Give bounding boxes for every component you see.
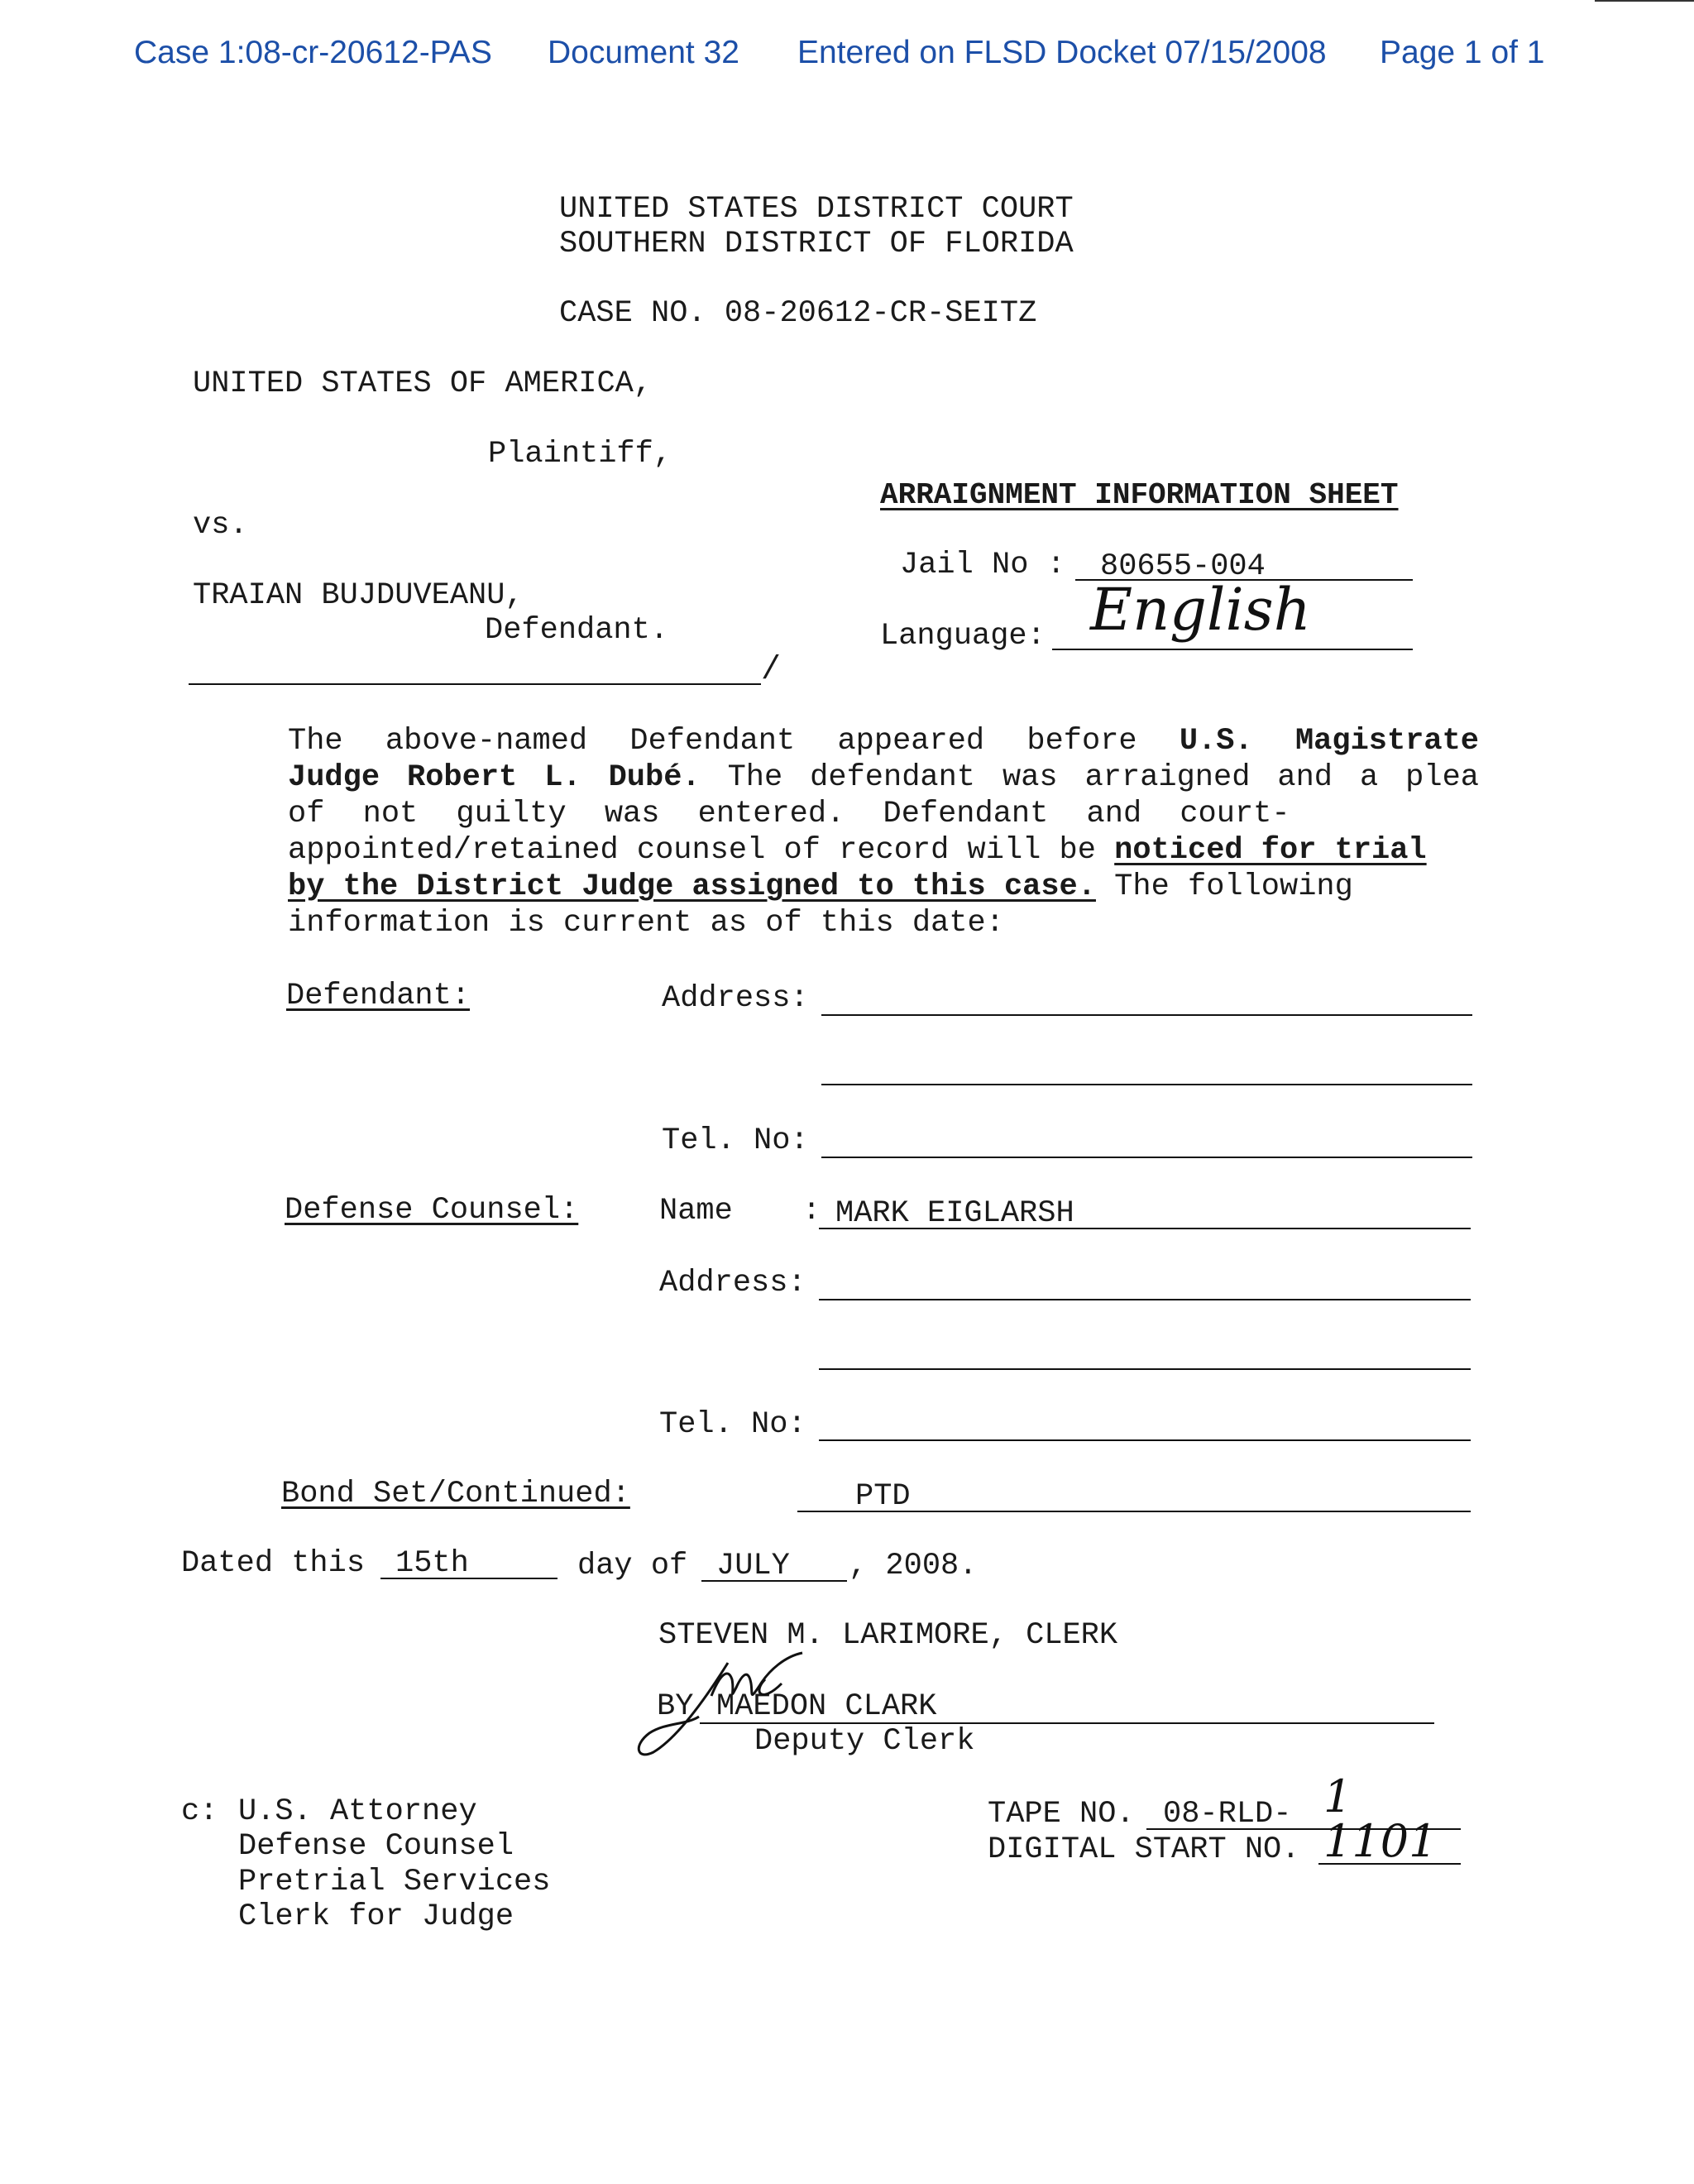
defendant-address-line-1[interactable]: [821, 1014, 1472, 1016]
dated-day-line: [380, 1578, 557, 1579]
counsel-tel-label: Tel. No:: [659, 1407, 806, 1442]
counsel-address-line-1[interactable]: [819, 1299, 1471, 1300]
header-document: Document 32: [548, 35, 739, 70]
signature-icon: [629, 1646, 844, 1762]
header-case: Case 1:08-cr-20612-PAS: [134, 35, 492, 70]
judge-name: Judge Robert L. Dubé.: [288, 760, 701, 795]
counsel-tel-line[interactable]: [819, 1439, 1471, 1441]
caption-rule: [189, 683, 761, 685]
counsel-address-line-2[interactable]: [819, 1368, 1471, 1370]
digital-label: DIGITAL START NO.: [988, 1832, 1300, 1867]
jail-label: Jail No :: [900, 548, 1065, 582]
docket-header: [0, 35, 1694, 84]
defendant-tel-label: Tel. No:: [662, 1123, 809, 1158]
cc-prefix: c:: [181, 1794, 218, 1829]
body-text: appointed/retained counsel of record will be: [288, 833, 1115, 868]
dated-prefix: Dated this: [181, 1546, 366, 1581]
caption-slash: /: [761, 652, 782, 689]
dated-year: , 2008.: [849, 1549, 978, 1583]
dated-middle: day of: [577, 1549, 688, 1583]
body-paragraph: [288, 723, 1479, 941]
jail-value: 80655-004: [1100, 549, 1266, 584]
body-line-4: [288, 832, 1479, 869]
tape-hand: 1: [1323, 1770, 1352, 1822]
language-value: English: [1090, 576, 1311, 644]
case-number: CASE NO. 08-20612-CR-SEITZ: [559, 296, 1037, 331]
body-line-3: of not guilty was entered. Defendant and court-: [288, 797, 1290, 831]
cc-item: U.S. Attorney: [238, 1794, 477, 1829]
magistrate-text: U.S. Magistrate: [1179, 724, 1479, 759]
versus: vs.: [193, 508, 248, 543]
cc-item: Clerk for Judge: [238, 1899, 514, 1934]
counsel-name-label: Name: [659, 1194, 733, 1228]
court-line-1: UNITED STATES DISTRICT COURT: [559, 192, 1074, 227]
district-judge-text: by the District Judge assigned to this case.: [288, 869, 1096, 904]
sheet-title: ARRAIGNMENT INFORMATION SHEET: [880, 478, 1399, 512]
body-text: The above-named Defendant appeared before: [288, 724, 1180, 759]
body-line-5: [288, 869, 1479, 905]
defendant-address-line-2[interactable]: [821, 1084, 1472, 1085]
plaintiff-name: UNITED STATES OF AMERICA,: [193, 366, 653, 401]
court-line-2: SOUTHERN DISTRICT OF FLORIDA: [559, 227, 1074, 261]
tape-value: 08-RLD-: [1163, 1797, 1292, 1832]
dated-month: JULY: [716, 1549, 790, 1583]
defendant-name: TRAIAN BUJDUVEANU,: [193, 578, 524, 613]
digital-value: 1101: [1323, 1815, 1438, 1867]
bond-value: PTD: [855, 1479, 911, 1514]
bond-line: [797, 1511, 1471, 1512]
notice-text: noticed for trial: [1114, 833, 1427, 868]
clerk-by: BY: [657, 1689, 694, 1724]
counsel-name-value: MARK EIGLARSH: [835, 1196, 1074, 1231]
body-text: The following: [1095, 869, 1353, 904]
language-rule: [1052, 649, 1413, 650]
digital-line: [1318, 1863, 1461, 1865]
body-text: The defendant was arraigned and a plea: [700, 760, 1479, 795]
language-label: Language:: [880, 619, 1046, 654]
body-line-2: [288, 759, 1479, 796]
bond-label: Bond Set/Continued:: [281, 1477, 630, 1511]
body-line-1: [288, 723, 1479, 759]
defendant-tel-line[interactable]: [821, 1157, 1472, 1158]
defendant-address-label: Address:: [662, 981, 809, 1016]
plaintiff-role: Plaintiff,: [488, 437, 672, 472]
deputy-name: MAEDON CLARK: [716, 1689, 937, 1724]
defendant-heading: Defendant:: [286, 979, 471, 1013]
defendant-role: Defendant.: [485, 613, 669, 648]
clerk-name: STEVEN M. LARIMORE, CLERK: [658, 1618, 1118, 1653]
tape-label: TAPE NO.: [988, 1797, 1135, 1832]
cc-item: Defense Counsel: [238, 1829, 514, 1864]
body-line-6: information is current as of this date:: [288, 906, 1004, 941]
dated-month-line: [701, 1580, 847, 1582]
page-edge-rule: [1595, 0, 1694, 2]
header-entered: Entered on FLSD Docket 07/15/2008: [797, 35, 1327, 70]
header-page: Page 1 of 1: [1380, 35, 1545, 70]
counsel-name-colon: :: [802, 1194, 821, 1228]
counsel-address-label: Address:: [659, 1266, 806, 1300]
counsel-name-line: [819, 1228, 1471, 1229]
counsel-heading: Defense Counsel:: [285, 1193, 579, 1228]
dated-day: 15th: [395, 1546, 469, 1581]
deputy-title: Deputy Clerk: [754, 1724, 975, 1759]
cc-item: Pretrial Services: [238, 1865, 551, 1899]
